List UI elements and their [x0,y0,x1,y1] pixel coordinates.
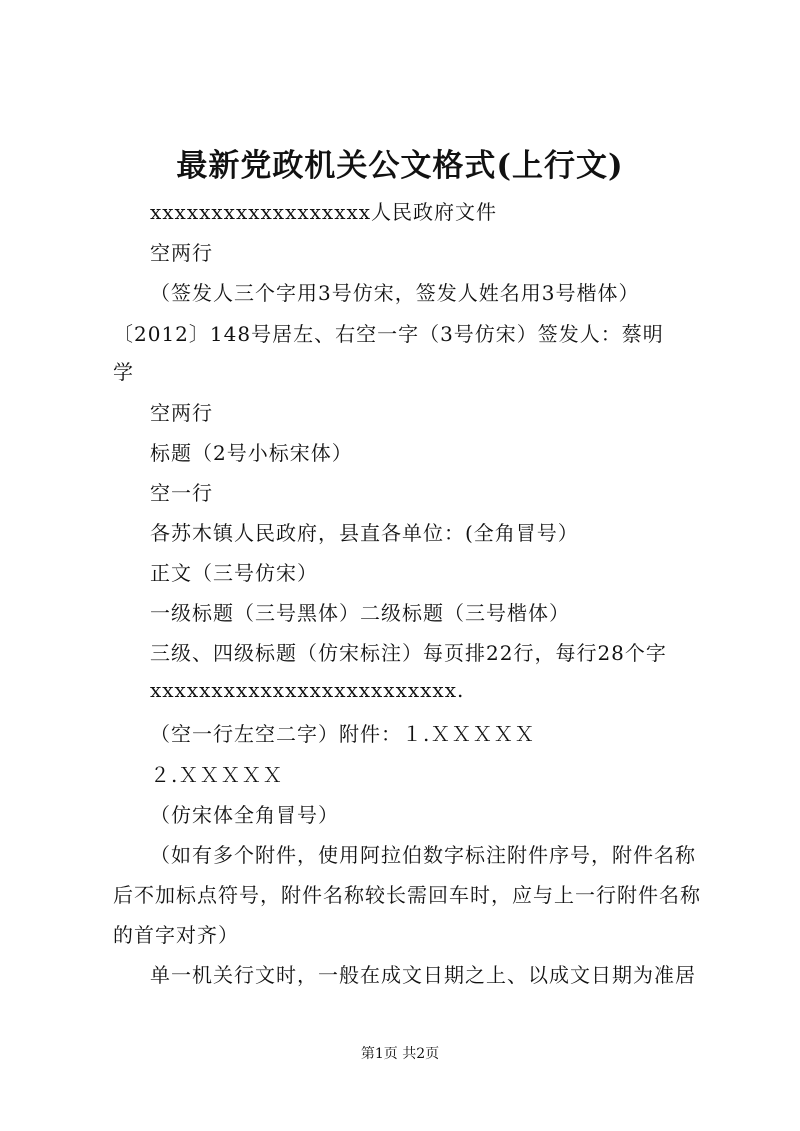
body-line: （仿宋体全角冒号） [150,803,339,827]
body-line: 〔2012〕148号居左、右空一字（3号仿宋）签发人：蔡明 [113,322,664,346]
body-line: 标题（2号小标宋体） [150,441,353,465]
body-line: 空一行 [150,481,213,505]
body-line: 正文（三号仿宋） [150,561,318,585]
body-line: 的首字对齐） [113,923,239,947]
body-line: 空两行 [150,401,213,425]
body-line: 一级标题（三号黑体）二级标题（三号楷体） [150,601,570,625]
body-line: （签发人三个字用3号仿宋，签发人姓名用3号楷体） [150,281,640,305]
body-line: 三级、四级标题（仿宋标注）每页排22行，每行28个字 [150,641,667,665]
body-line: （空一行左空二字）附件：１.ＸＸＸＸＸ [150,722,536,746]
body-line: （如有多个附件，使用阿拉伯数字标注附件序号，附件名称 [150,843,696,867]
body-line: 单一机关行文时，一般在成文日期之上、以成文日期为准居 [150,963,696,987]
body-line: 空两行 [150,241,213,265]
body-line: xxxxxxxxxxxxxxxxxxxxxxxxx. [150,678,465,702]
body-line: ２.ＸＸＸＸＸ [150,763,284,787]
page-number: 第1页 共2页 [360,1046,440,1062]
body-line: xxxxxxxxxxxxxxxxxx人民政府文件 [150,200,498,224]
document-title: 最新党政机关公文格式(上行文) [176,148,624,184]
body-line: 学 [113,360,134,384]
body-line: 后不加标点符号，附件名称较长需回车时，应与上一行附件名称 [113,883,701,907]
body-line: 各苏木镇人民政府，县直各单位：(全角冒号） [150,521,579,545]
